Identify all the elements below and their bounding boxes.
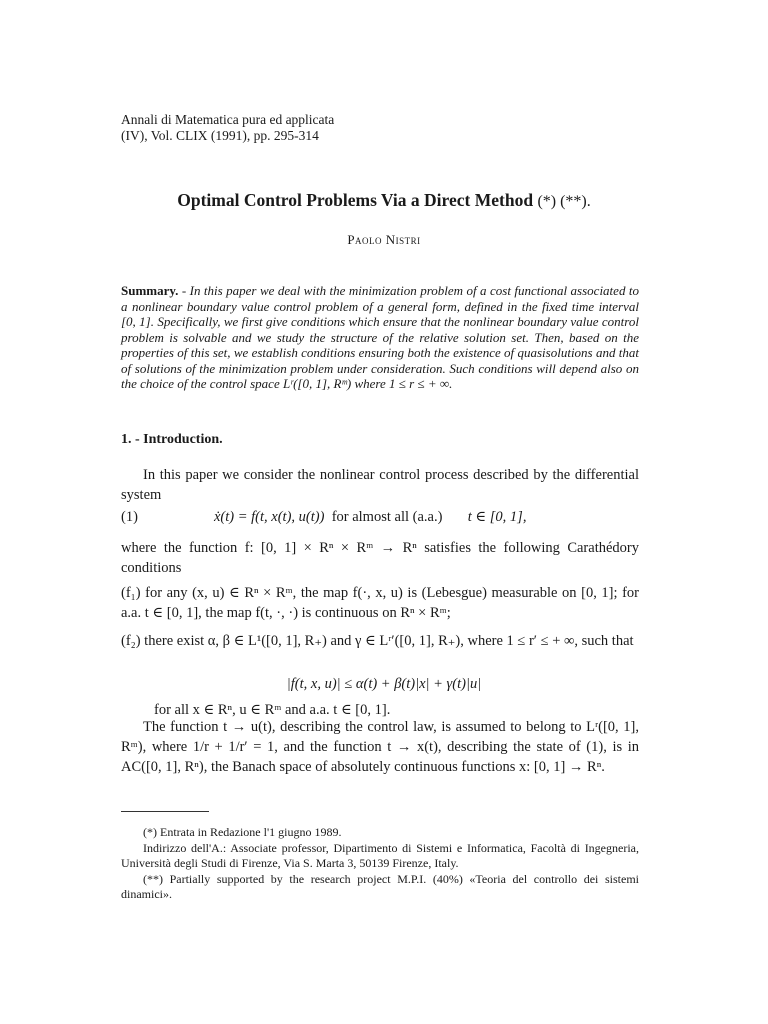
journal-volume: (IV), Vol. CLIX (1991), pp. 295-314 <box>121 128 319 143</box>
equation-domain: t ∈ [0, 1], <box>467 509 527 525</box>
title-text: Optimal Control Problems Via a Direct Method <box>177 190 534 210</box>
equation-lhs: ẋ(t) = f(t, x(t), u(t)) <box>214 509 325 525</box>
equation-1 <box>214 509 526 526</box>
condition-f1: (f₁) for any (x, u) ∈ Rⁿ × Rᵐ, the map f(·, x, u) is (Lebesgue) measurable on [0, 1]; for a.a. t ∈ [0, 1], the map f(t, ·, ·) is continuous on Rⁿ × Rᵐ; <box>121 585 639 621</box>
summary-block <box>121 283 639 392</box>
function-paragraph: where the function f: [0, 1] × Rⁿ × Rᵐ → Rⁿ satisfies the following Carathédory conditions <box>121 540 639 576</box>
summary-label: Summary. <box>121 283 179 298</box>
quantifier-line: for all x ∈ Rⁿ, u ∈ Rᵐ and a.a. t ∈ [0, 1]. <box>154 702 391 718</box>
journal-name: Annali di Matematica pura ed applicata <box>121 112 335 127</box>
equation-label: (1) <box>121 509 138 525</box>
growth-inequality: |f(t, x, u)| ≤ α(t) + β(t)|x| + γ(t)|u| <box>286 676 482 692</box>
footnote-rule <box>121 811 209 812</box>
paper-title <box>0 190 768 211</box>
footnote-2: (**) Partially supported by the research project M.P.I. (40%) «Teoria del controllo dei sistemi dinamici». <box>121 871 639 901</box>
journal-header <box>121 112 334 144</box>
intro-paragraph: In this paper we consider the nonlinear control process described by the differential system <box>121 467 639 503</box>
footnote-address: Indirizzo dell'A.: Associate professor, Dipartimento di Sistemi e Informatica, Facoltà di Ingegneria, Università degli Studi di Firenze, Via S. Marta 3, 50139 Firenze, Italy. <box>121 840 639 870</box>
control-paragraph: The function t → u(t), describing the control law, is assumed to belong to Lʳ([0, 1], Rᵐ), where 1/r + 1/r′ = 1, and the function t → x(t), describing the state of (1), is in AC([0, 1], Rⁿ), the Banach space of absolutely continuous functions x: [0, 1] → Rⁿ. <box>121 719 639 775</box>
footnote-1: (*) Entrata in Redazione l'1 giugno 1989. <box>143 825 342 839</box>
footnotes <box>121 825 639 903</box>
summary-text: - In this paper we deal with the minimization problem of a cost functional associated to a nonlinear boundary value control problem of a general form, defined in the fixed time interval [0, 1]. Specifically, we first give conditions which ensure that the nonlinear boundary value control problem is solvable and we study the structure of the relative solution set. Then, based on the properties of this set, we establish conditions ensuring both the existence of quasisolutions and that of solutions of the minimization problem under consideration. Such conditions will depend also on the choice of the control space Lʳ([0, 1], Rᵐ) where 1 ≤ r ≤ + ∞. <box>121 283 640 391</box>
title-footnote-marks: (*) (**). <box>537 193 591 210</box>
condition-f2: (f₂) there exist α, β ∈ L¹([0, 1], R₊) and γ ∈ Lʳ′([0, 1], R₊), where 1 ≤ r′ ≤ + ∞, such that <box>121 633 634 649</box>
author-name: Paolo Nistri <box>347 232 421 247</box>
section-heading: 1. - Introduction. <box>121 432 223 447</box>
equation-condition: for almost all (a.a.) <box>331 509 443 525</box>
